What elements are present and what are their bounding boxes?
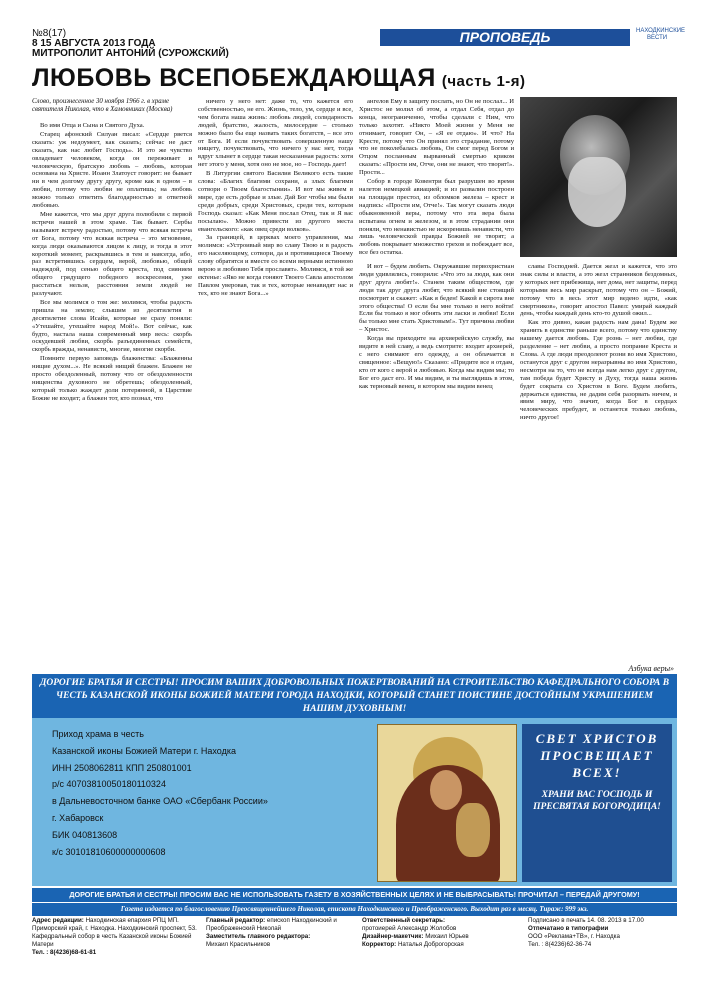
article-column-2 [198,98,353,662]
bank-line: БИК 040813608 [52,829,118,840]
bank-line: р/с 40703810050180110324 [52,779,166,790]
bank-line: в Дальневосточном банке ОАО «Сбербанк России» [52,796,268,807]
paragraph: В Литургии святого Василия Великого есть такие слова: «Благих благими сохрани, а злых благими сотвори о Твоем благостынии». И вот мы живем в мире, где есть добрые и злые. Дай Бог чтобы мы были среди добрых, среди Христовых, среди тех, которым Господь сказал: «Как Меня послал Отец, так и Я вас посылаю». Можно привести из другого места евангельского: «как овец среди волков». [198,170,353,233]
kazan-icon-image [377,724,517,882]
imprint-label: Дизайнер-макетчик: [362,933,424,940]
article-column-5 [520,263,677,662]
paragraph: Собор в городе Ковентри был разрушен во время налетов немецкой авиацией; и из развалин построен на площади престол, из обломков железа – крест и надпись: «Прости им, Отче!». Так могут сказать люди обыкновенной веры, потому что эта вера была испытана огнем и железом, и в этом страдании они поняли, что ненавистью не искоренишь ненависти, что лишь человеческой правды Божией не творят; а любовь покрывает множество грехов и побеждает все, все без остатка. [359,178,514,257]
imprint-text: Михаил Юрьев [425,933,469,940]
rubric-banner: ПРОПОВЕДЬ [380,29,630,46]
author-portrait-photo [520,97,677,257]
paragraph: Во имя Отца и Сына и Святого Духа. [40,122,145,129]
paragraph: Старец афонский Силуан писал: «Сердце рвется сказать: уж недоумеет, как сказать; сейчас не даст сказать, как нас любит Господь». И это же чувство овладевает человеком, когда он переживает и человеческую, братскую любовь – любовь, которая основана на Христе. Иоанн Златоуст говорит: не бывает ни в чем долгому другу другу, кроме как в одном – в любви, потому что любви не оплатишь; на любовь можно только ответить благодарностью и ответной любовью. [32,130,192,210]
imprint-label: Адрес редакции: [32,917,84,924]
donation-block [32,718,677,886]
article-column-1 [32,122,192,662]
article-title [32,64,526,93]
article-author: МИТРОПОЛИТ АНТОНИЙ (СУРОЖСКИЙ) [32,48,229,59]
article-column-4 [359,263,514,662]
paragraph: ничего у него нет: даже то, что кажется его собственностью, не его. Жизнь, тело, ум, сердце и все, чем богата наша жизнь: любовь людей, солидарность людей, братство, жалость, милосердие – столько можно было бы еще назвать таких богатств, – все это от Бога. И если почувствовать совершенную нашу нищету, почувствовать, что ничего у нас нет, тогда вдруг хлынет в сердце такая несказанная радость: хотя нет этого у меня, хотя оно не мое, но – Господь дает! [198,98,353,169]
article-source: Азбука веры» [628,664,674,673]
bank-line: г. Хабаровск [52,812,104,823]
paragraph: Все мы молимся о том же: молимся, чтобы радость пришла на землю; слышим из десятилетия в десятилетие слова Исайи, которые не сразу поняли: «Утешайте, утешайте народ Мой!». Вот сейчас, как будто, настала наша современный мир весь: скорбь оскудевшей любви, скорбь разъединенных семейств, скорбь вражды, ненависти, многие, многие скорби. [32,298,192,354]
imprint-text: протоиерей Александр Жолобов [362,925,457,932]
paragraph: Когда вы приходите на архиерейскую службу, вы видите в ней славу, а ведь смотрите: входит архиерей, с него снимают его одежду, а он облачается в священное: «Вещую!» Сказано: «Придите все я отдам, кто от кого с верой и любовью. Когда мы видим мы; то Бог его даст его. И мы видим, и ты выглядишь в этом, как терновый венец, в котором мы видим венец [359,335,514,390]
imprint-label: Отпечатано в типографии [528,925,609,932]
issue-number: №8(17) [32,28,67,39]
imprint-print [528,917,677,949]
title-part: (часть 1-я) [441,73,526,90]
imprint-text: Михаил Красильников [206,941,271,948]
blessing-prayer: ХРАНИ ВАС ГОСПОДЬ И ПРЕСВЯТАЯ БОГОРОДИЦА! [533,790,661,812]
publication-band: Газета издается по благословению Преосвященнейшего Николая, епископа Находкинского и Преображенского. Выходит раз в месяц. Тираж: 999 экз. [32,903,677,916]
imprint-label: Главный редактор: [206,917,266,924]
bank-line: к/с 30101810600000000608 [52,846,166,857]
paragraph: ангелов Ему в защиту послать, но Он не послал... И Христос не молил об этом, а отдал Себя, отдал до конца, неограниченно, чтобы сделали с Ним, что только захотят. «Никто Моей жизни у Меня не отнимает, говорит Он, – «Я ее отдаю». И что? На Кресте, потому что Он принял это страдание, потому что не поколебалась любовь, Он смог перед Богом и Отцом посланным вырванный смертью криком сказать: «Прости им, Отче, они не знают, что творят!». Прости... [359,98,514,177]
portrait-beard [568,157,626,227]
blessing-panel [522,724,672,882]
bank-details [52,726,382,860]
paragraph: Помните первую заповедь блаженства: «Блаженны нищие духом...». Не всякий нищий блажен. Блажен не просто обездоленный, потому что от обездоленности нищенства духовного не обретешь; обездоленный, который только жаждет доли потерянной, в Царствие Божие не входит; а блажен тот, кто познал, что [32,355,192,402]
reader-plea: ДОРОГИЕ БРАТЬЯ И СЕСТРЫ! ПРОСИМ ВАС НЕ ИСПОЛЬЗОВАТЬ ГАЗЕТУ В ХОЗЯЙСТВЕННЫХ ЦЕЛЯХ И НЕ ВЫБРАСЫВАТЬ! ПРОЧИТАЛ – ПЕРЕДАЙ ДРУГОМУ! [32,888,677,902]
imprint-phone: Тел. : 8(4236)68-61-81 [32,949,97,956]
imprint [32,916,677,956]
paragraph: славы Господней. Дается жезл и кажется, что это знак силы и власти, а это жезл странников бездомных, у которых нет прибежища, нет дома, нет защиты, перед которыми весь мир раскрыт, потому что он – Божий, потому что в весь этот мир ведено идти, «как смертников», говорит апостол Павел: умирай каждый день, чтобы каждый день кто-то душой ожил... [520,263,677,318]
imprint-label: Заместитель главного редактора: [206,933,311,940]
icon-child [456,803,490,857]
imprint-label: Ответственный секретарь: [362,917,446,924]
imprint-text: ООО «Рекламa+ТВ», г. Находка [528,933,620,940]
page-date: 8 15 АВГУСТА 2013 ГОДА [32,38,156,49]
imprint-text: Подписано в печать 14. 08. 2013 в 17.00 [528,917,644,924]
bank-line: ИНН 2508062811 КПП 250801001 [52,762,192,773]
imprint-address [32,917,200,957]
imprint-editor [206,917,356,949]
imprint-text: епископ Находкинский и Преображенский Николай [206,917,337,932]
blessing-title: СВЕТ ХРИСТОВ ПРОСВЕЩАЕТ ВСЕХ! [535,731,659,780]
bank-line: Казанской иконы Божией Матери г. Находка [52,745,236,756]
imprint-label: Корректор: [362,941,397,948]
article-column-3 [359,98,514,260]
donation-appeal-banner: ДОРОГИЕ БРАТЬЯ И СЕСТРЫ! ПРОСИМ ВАШИХ ДОБРОВОЛЬНЫХ ПОЖЕРТВОВАНИЙ НА СТРОИТЕЛЬСТВО КАФЕДРАЛЬНОГО СОБОРА В ЧЕСТЬ КАЗАНСКОЙ ИКОНЫ БОЖИЕЙ МАТЕРИ ГОРОДА НАХОДКИ, КОТОРЫЙ СТАНЕТ ПОИСТИНЕ ДОСТОЙНЫМ УКРАШЕНИЕМ НАШИМ ДУХОВНЫМ! [32,674,677,718]
imprint-phone: Тел. : 8(4236)62-36-74 [528,941,592,948]
paragraph: Как это дивно, какая радость нам дана! Будем же хранить в единстве раньше всего, потому что единству нашему дается любовь. Где рознь – нет любви, где разделение – нет любви, а просто попрание Креста и Слова. А где люди преодолеют розни во имя Христово, останутся друг с другом неразрывны во имя Христово, несмотря на то, что не всегда нам легко друг с другом, там победа будет Христу и Духу, тогда наша жизнь будет сокрыта со Христом в Боге. Будем любить, держаться единства, не дадим себя разорвать ничем, и явим миру, что значит, когда Бог в сердцах человеческих пребудет, и останется только любовь, ничто другое! [520,319,677,422]
imprint-text: Находкинская епархия РПЦ МП. Приморский край, г. Находка. Находкинский проспект, 53. Кафедральный собор в честь Казанской иконы Божией Матери [32,917,197,948]
newspaper-logo: НАХОДКИНСКИЕ ВЕСТИ [636,28,686,41]
paragraph: За границей, в церквах моего управления, мы молимся: «Устроивый мир во славу Твою и в радость его населяющему, сотвори, да и противящиеся Твоему слову обратятся и вместе со всеми верными истинною верою и любовию Тебя прославят». Молимся, в той же ектенье: «Яко не когда гоняют Твоего Савла апостолом Павлом уверовав, так и тех, которые ненавидят нас и тех, кто не знают Бога...» [198,234,353,297]
title-text: ЛЮБОВЬ ВСЕПОБЕЖДАЮЩАЯ [32,64,436,92]
bank-line: Приход храма в честь [52,729,144,739]
article-epigraph: Слово, произнесенное 30 ноября 1966 г. в храме святителя Николая, что в Хамовниках (Москва) [32,98,173,113]
imprint-staff [362,917,522,949]
paragraph: И вот – будем любить. Окружавшие первохристиан люди удивлялись, говорили: «Что это за люди, как они друг друга любят!». Станем таким обществом, где люди так друг друга любят, что всякий вне стоящий посмотрит и скажет: «Как я беден! Какой я сирота вне этого общества! О если бы мне только в него войти! Если бы только я мог обнять эти ласки и любви! Если бы только мне стать Христовым!». Тут причина любви – Христос. [359,263,514,334]
imprint-text: Наталья Доброгорская [397,941,464,948]
paragraph: Мне кажется, что мы друг друга полюбили с первой встречи нашей в этом храме. Так бывает. Сербы называют встречу радостью, потому что всякая встреча от Бога, потому что всякая встреча – это мгновение, когда люди оказываются лицом к лицу, и тогда в этот короткий момент, раскрывшись в тем и навсегда, ибо, раз встретившись сердцем, верой, любовью, общей надеждой, под сенью общего креста, под сиянием общего грядущего победного воскресения, уже расстаться нельзя, расстояния земли людей не разлучают. [32,210,192,298]
icon-face [430,770,462,810]
